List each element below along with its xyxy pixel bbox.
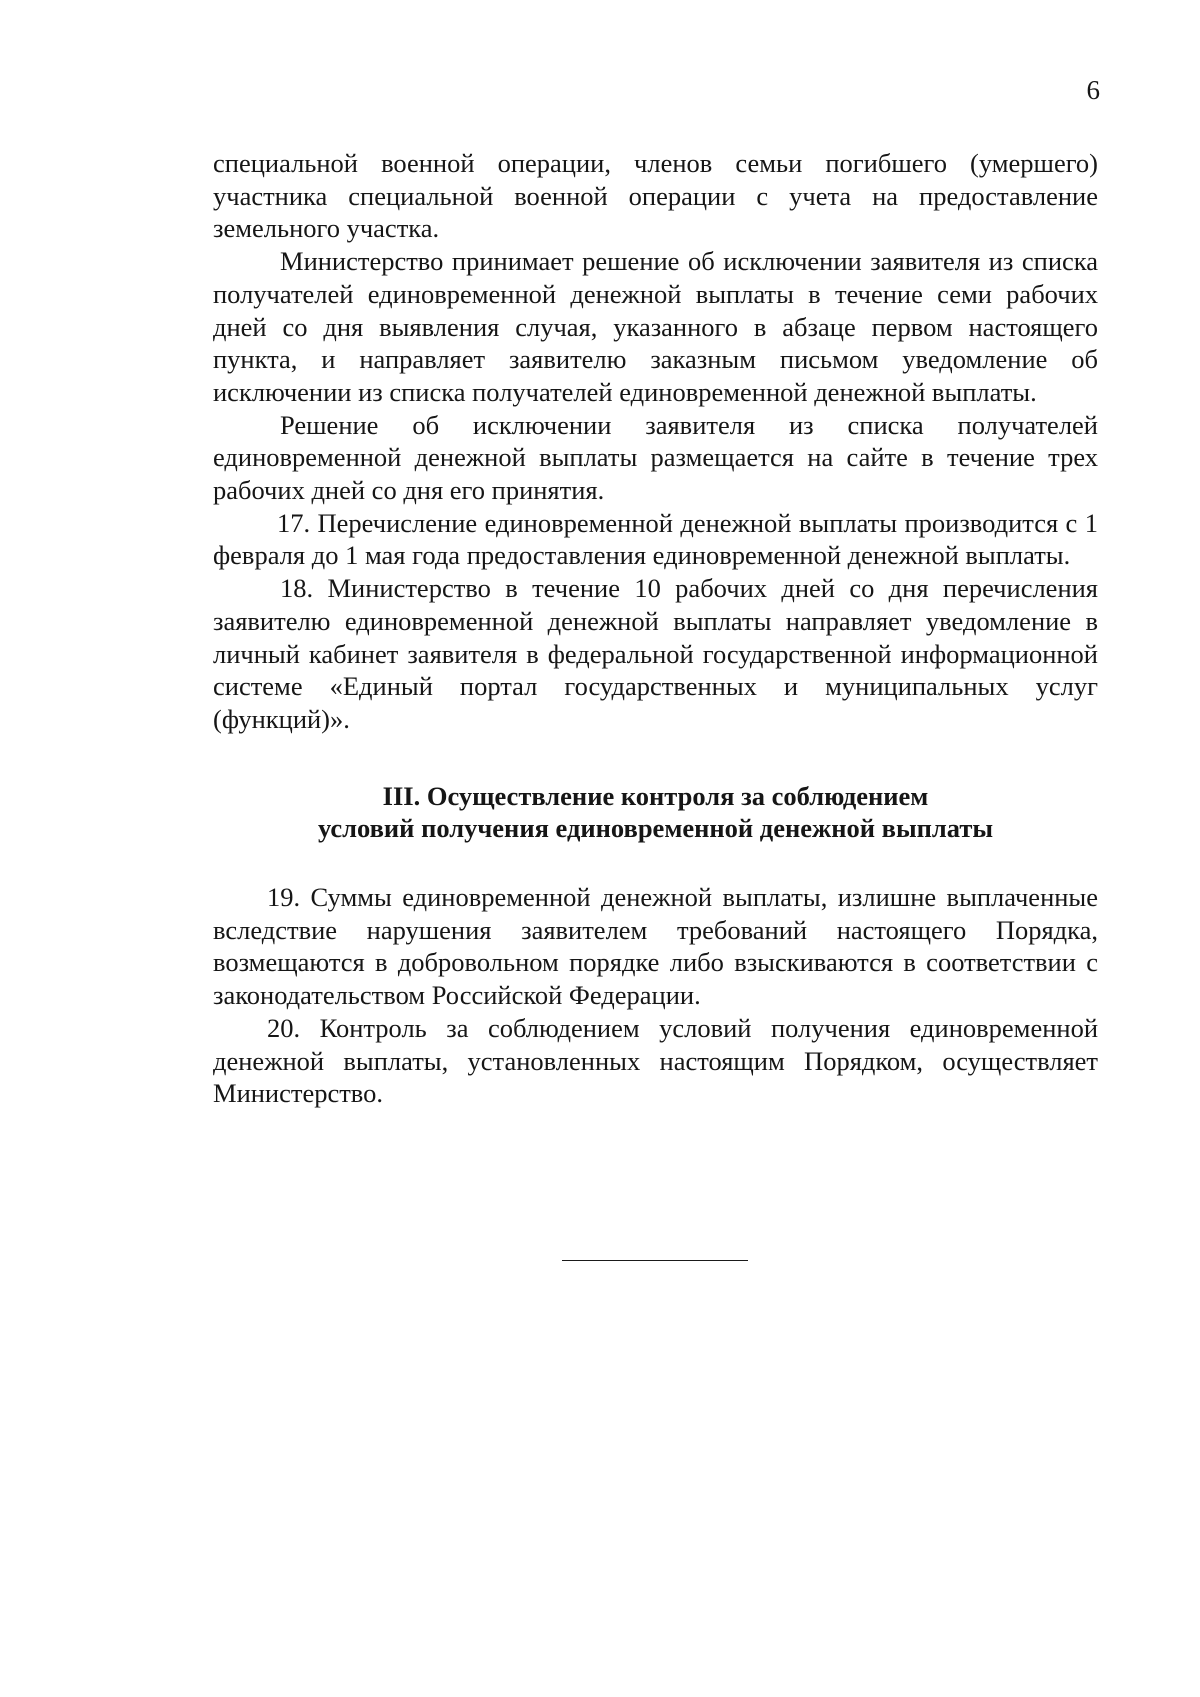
paragraph-item-20: 20. Контроль за соблюдением условий получения единовременной денежной выплаты, установленных настоящим Порядком, осуществляет Министерство. xyxy=(213,1012,1098,1109)
section-heading-line-2: условий получения единовременной денежной выплаты xyxy=(317,813,994,844)
paragraph-item-18: 18. Министерство в течение 10 рабочих дней со дня перечисления заявителю единовременной денежной выплаты направляет уведомление в личный кабинет заявителя в федеральной государственной информационной системе «Единый портал государственных и муниципальных услуг (функций)». xyxy=(213,573,1098,734)
paragraph-item-19: 19. Суммы единовременной денежной выплаты, излишне выплаченные вследствие нарушения заявителем требований настоящего Порядка, возмещаются в добровольном порядке либо взыскиваются в соответствии с законодательством Российской Федерации. xyxy=(213,882,1098,1011)
page-number: 6 xyxy=(1086,75,1100,105)
document-body xyxy=(213,147,1098,1110)
paragraph-continuation: специальной военной операции, членов семьи погибшего (умершего) участника специальной военной операции с учета на предоставление земельного участка. xyxy=(213,148,1098,244)
paragraph-exclusion-decision: Министерство принимает решение об исключении заявителя из списка получателей единовременной денежной выплаты в течение семи рабочих дней со дня выявления случая, указанного в абзаце первом настоящего пункта, и направляет заявителю заказным письмом уведомление об исключении из списка получателей единовременной денежной выплаты. xyxy=(213,246,1098,407)
section-heading-line-1: III. Осуществление контроля за соблюдением xyxy=(382,780,929,811)
paragraph-item-17: 17. Перечисление единовременной денежной выплаты производится с 1 февраля до 1 мая года предоставления единовременной денежной выплаты. xyxy=(213,507,1098,571)
end-of-document-rule xyxy=(562,1260,748,1261)
paragraph-decision-publication: Решение об исключении заявителя из списка получателей единовременной денежной выплаты размещается на сайте в течение трех рабочих дней со дня его принятия. xyxy=(213,409,1098,506)
section-heading xyxy=(213,780,1098,845)
